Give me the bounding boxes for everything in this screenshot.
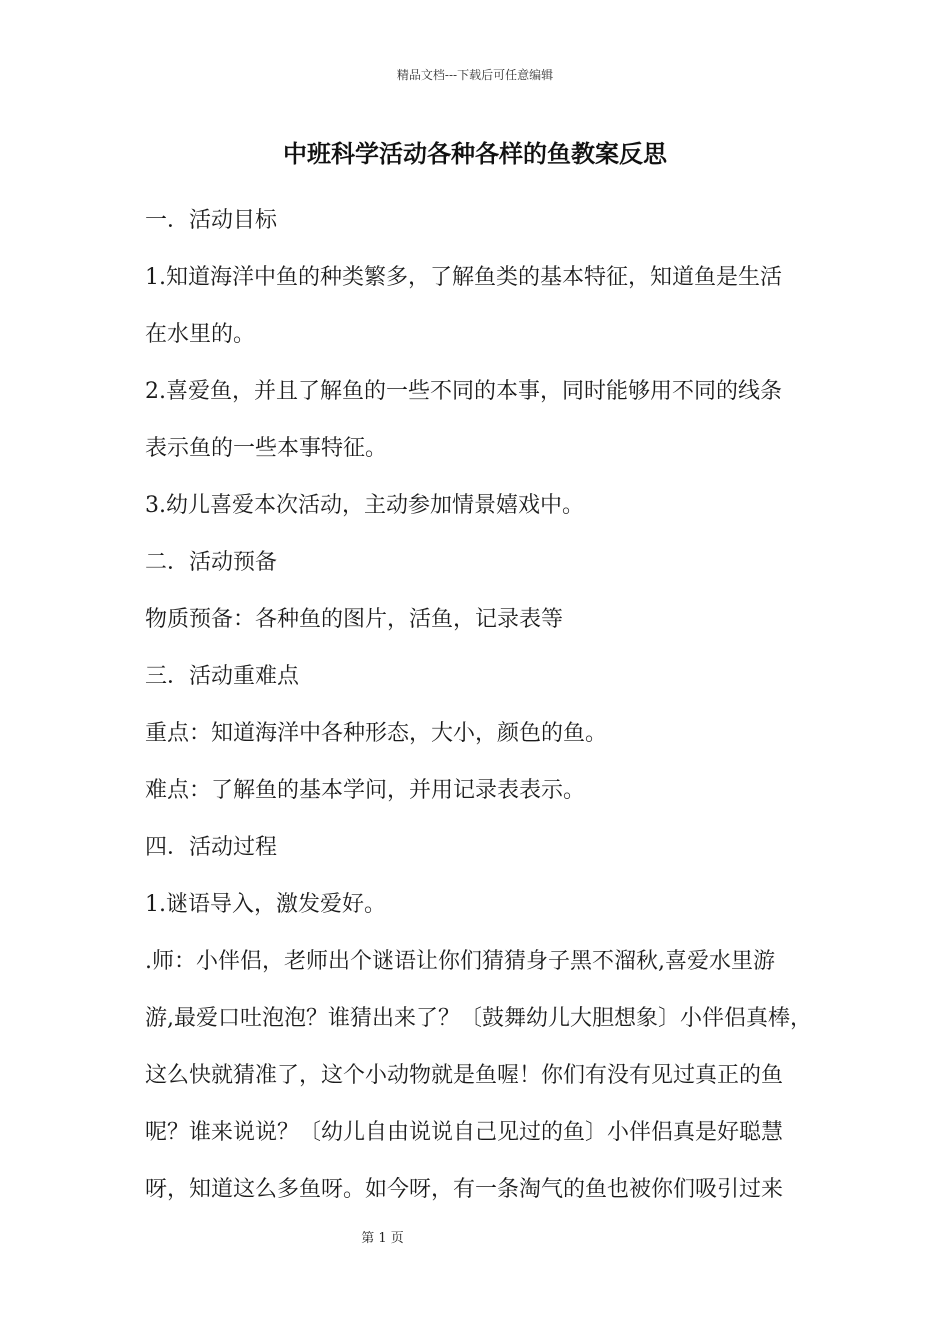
line-teacher-1: .师：小伴侣，老师出个谜语让你们猜猜身子黑不溜秋,喜爱水里游 [145, 949, 775, 974]
line-goal-3: 3.幼儿喜爱本次活动，主动参加情景嬉戏中。 [145, 493, 584, 518]
line-teacher-4: 呢？谁来说说？〔幼儿自由说说自己见过的鱼〕小伴侣真是好聪慧 [145, 1120, 784, 1145]
line-materials: 物质预备：各种鱼的图片，活鱼，记录表等 [145, 607, 564, 632]
page-number: 第 1 页 [361, 1231, 404, 1246]
line-teacher-5: 呀，知道这么多鱼呀。如今呀，有一条淘气的鱼也被你们吸引过来 [145, 1177, 784, 1202]
line-section-3-heading: 三．活动重难点 [145, 664, 300, 689]
document-title: 中班科学活动各种各样的鱼教案反思 [283, 139, 667, 168]
line-section-1-heading: 一．活动目标 [145, 208, 278, 233]
document-body [145, 200, 825, 1226]
line-section-2-heading: 二．活动预备 [145, 550, 278, 575]
line-difficult-point: 难点：了解鱼的基本学问，并用记录表表示。 [145, 778, 586, 803]
line-goal-1a: 1.知道海洋中鱼的种类繁多，了解鱼类的基本特征，知道鱼是生活 [145, 265, 782, 290]
header-note: 精品文档---下载后可任意编辑 [396, 68, 554, 82]
line-goal-1b: 在水里的。 [145, 322, 256, 347]
line-process-1: 1.谜语导入，激发爱好。 [145, 892, 386, 917]
line-section-4-heading: 四．活动过程 [145, 835, 278, 860]
line-teacher-3: 这么快就猜准了，这个小动物就是鱼喔！你们有没有见过真正的鱼 [145, 1063, 784, 1088]
line-teacher-2: 游,最爱口吐泡泡？谁猜出来了？〔鼓舞幼儿大胆想象〕小伴侣真棒， [145, 1006, 812, 1031]
line-goal-2b: 表示鱼的一些本事特征。 [145, 436, 388, 461]
line-key-point: 重点：知道海洋中各种形态，大小，颜色的鱼。 [145, 721, 608, 746]
line-goal-2a: 2.喜爱鱼，并且了解鱼的一些不同的本事，同时能够用不同的线条 [145, 379, 782, 404]
